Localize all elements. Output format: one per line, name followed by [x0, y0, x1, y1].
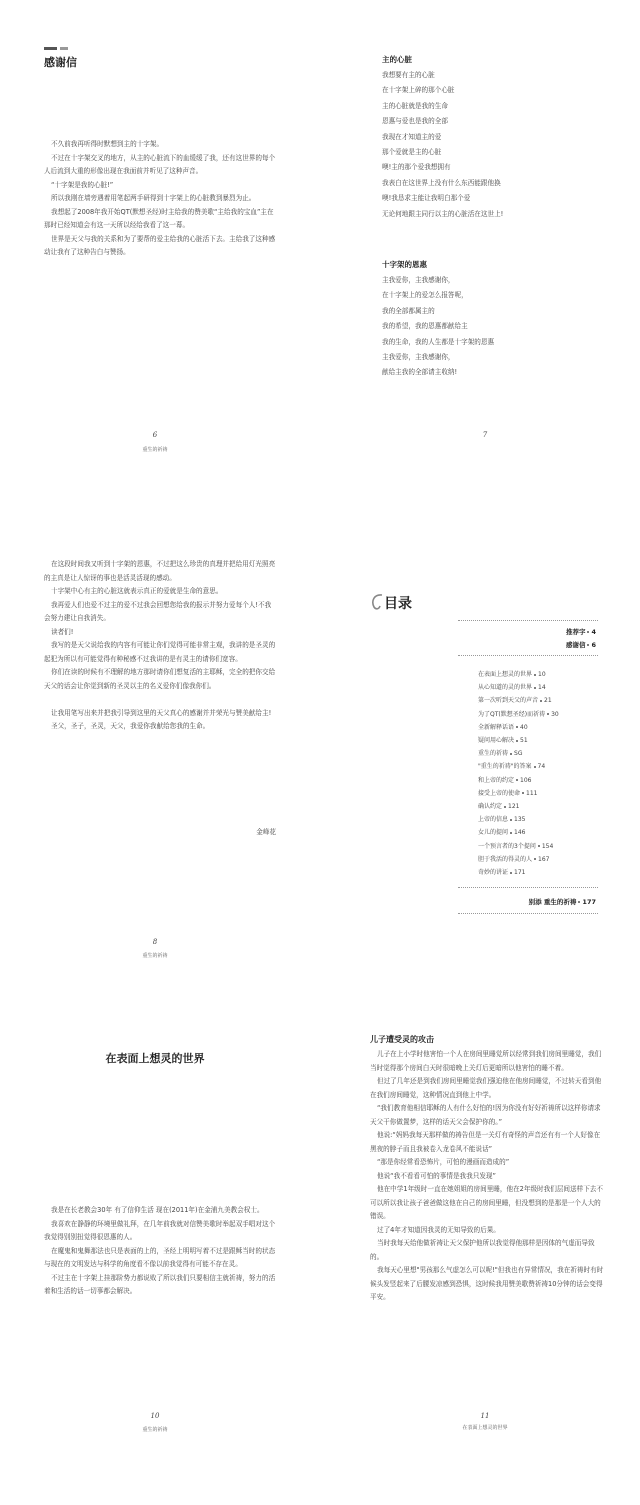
poem-line: 主我爱你，主我感谢你，: [382, 353, 455, 362]
toc-item-page: 135: [514, 816, 526, 824]
toc-item-label: 为了QT(默想圣经)而祈祷: [478, 710, 546, 718]
toc-appendix-item[interactable]: [480, 897, 596, 906]
page-10: [0, 1000, 320, 1505]
page-7: [320, 0, 640, 500]
page-number: 11: [480, 1412, 490, 1420]
page-11: [320, 1000, 640, 1505]
paragraph: 我是在长老教会30年 有了信仰生活 现在(2011年)在金浦九美教会权士。: [51, 1206, 264, 1214]
toc-item-label: 接受上帝的使命: [478, 789, 521, 797]
toc-item-label: 在表面上想灵的世界: [478, 671, 533, 678]
toc-item-page: 121: [508, 803, 520, 811]
poem-line: 我现在才知道主的爱: [382, 132, 442, 141]
toc-item-label: 和上帝的约定: [478, 776, 515, 784]
toc-item-label: 确认约定: [478, 803, 503, 811]
page-number: 10: [150, 1412, 160, 1420]
signature: 金峰花: [256, 828, 276, 836]
toc-item-page: 177: [582, 898, 596, 906]
toc-item-page: 10: [538, 671, 546, 678]
running-footer: 重生的祈祷: [142, 953, 168, 959]
section-title: 儿子遭受灵的攻击: [370, 1035, 434, 1044]
body-text: [370, 1048, 606, 1305]
dotted-divider: [458, 913, 598, 914]
toc-item-page: 74: [537, 763, 546, 771]
paragraph: 他说:“妈妈我每天那样做的祷告但是一关灯有奇怪的声音还有有一个人好像在黑夜的脖子而且我被卷入龙卷风不能说话”: [370, 1131, 601, 1153]
poem-title: 主的心脏: [382, 55, 412, 64]
toc-item[interactable]: [478, 866, 598, 879]
toc-item-page: 6: [591, 641, 596, 649]
paragraph: 所以我刚在墙旁遇着用笔起两手研得到十字架上的心脏教到暴烈为止。: [51, 194, 256, 202]
toc-item-page: 111: [526, 789, 538, 797]
toc-item[interactable]: [478, 813, 598, 826]
dotted-divider: [458, 887, 598, 888]
toc-item-label: 第一次听到天父的声音: [478, 697, 539, 705]
paragraph: 但过了几年还是到我们房间里睡觉我们强迫他在他房间睡觉，不过转天看到他在我们房间睡觉，这种情况直到他上中学。: [370, 1077, 602, 1099]
paragraph: 我再爱人们也爱不过主的爱不过我会回想您给我的报示并努力爱每个人!不我会努力建让自我消失。: [44, 600, 272, 622]
poem-line: 噢!我恳求主能让我明白那个爱: [382, 194, 471, 203]
toc-item-label: 全新解释话语: [478, 723, 515, 731]
page-number: 8: [152, 938, 158, 946]
paragraph-spacer: [44, 693, 276, 707]
toc-item-label: 别添 重生的祈祷: [528, 898, 577, 906]
poem-line: 我表白在这世界上没有什么东西能跟他换: [382, 178, 501, 187]
toc-item-label: 疑问用心解决: [478, 737, 515, 745]
page-number: 6: [152, 431, 158, 439]
toc-item[interactable]: [478, 721, 598, 734]
paragraph: 在这段时间我又听到十字架的恩惠，不过把这么珍贵的真理并把给用灯光照亮的主真是让人惊讶的事也是活灵活现的感动。: [44, 560, 276, 582]
poem-body: [382, 273, 602, 381]
body-text: [44, 138, 276, 260]
toc-list: [478, 668, 598, 879]
toc-item-label: 上帝的信息: [478, 816, 509, 824]
page-8: [0, 500, 320, 1000]
page-title: 感谢信: [44, 56, 77, 69]
toc-item[interactable]: [478, 840, 598, 853]
paragraph: 让我用笔写出来并把我引导到这里的天父真心的感谢并并荣光与赞美献给主!: [51, 708, 272, 717]
poem-line: 献给主我的全部请主收纳!: [382, 368, 458, 377]
body-text: [44, 1204, 276, 1299]
toc-main-item[interactable]: [500, 640, 596, 649]
toc-item-page: SG: [514, 750, 523, 758]
toc-item-page: 106: [520, 776, 532, 784]
paragraph: 我每天心里想"男孩那么气虚怎么可以呢!"但我也有异常情况，我在祈祷时有时候头发竖起来了后腰发凉感到恐惧，这时候我用赞美歌赞祈祷10分钟的话会变得平安。: [370, 1266, 604, 1301]
toc-item-page: 40: [520, 723, 528, 731]
paragraph: 他说“我不看看可怕的事情是我我只发现”: [377, 1171, 496, 1180]
toc-item[interactable]: [478, 800, 598, 813]
toc-item-page: 51: [520, 737, 528, 745]
toc-item-page: 21: [544, 697, 552, 705]
page-number: 7: [482, 431, 488, 439]
toc-main-item[interactable]: [500, 627, 596, 636]
toc-item[interactable]: [478, 668, 598, 681]
paragraph: 十字架中心有主的心脏这就表示真正的爱就是生命的意思。: [51, 587, 223, 595]
toc-item-label: 胆于我活的得灵的人: [478, 855, 533, 863]
table-of-contents-page: [320, 500, 640, 1000]
toc-item[interactable]: [478, 747, 598, 760]
paragraph: 世界是天父与我的关系和为了要帮的爱主给我的心脏活下去。主给我了这种感动让我有了这种告白与赞扬。: [44, 234, 276, 256]
poem-line: 在十字架上碎的那个心脏: [382, 86, 455, 95]
paragraph: “我们教育他相信耶稣的人有什么好怕的!因为你没有好好祈祷所以这样你请求天父干你做置梦，这样的话天父会保护你的。”: [370, 1104, 601, 1126]
toc-swirl-icon: [370, 593, 384, 611]
poem-line: 主我爱你，主我感谢你，: [382, 276, 455, 284]
toc-item-label: 一个预言者的3个提问: [478, 842, 536, 850]
poem-line: 无论何地跟主同行以主的心脏活在这世上!: [382, 209, 504, 218]
toc-item[interactable]: [478, 760, 598, 773]
body-text: [44, 558, 276, 734]
toc-item-label: "重生的祈祷"的答案: [478, 763, 532, 771]
poem-line: 噢!主的那个爱我想拥有: [382, 163, 451, 172]
toc-item-label: 重生的祈祷: [478, 750, 509, 758]
heading-marker: [44, 47, 70, 50]
paragraph: 不久前我再听得时默想到主的十字架。: [51, 140, 164, 148]
running-footer: 重生的祈祷: [142, 1427, 168, 1433]
toc-item-page: 171: [514, 869, 526, 877]
chapter-title: 在表面上想灵的世界: [105, 1052, 205, 1065]
poem-line: 主的心脏就是我的生命: [382, 101, 448, 110]
running-footer: 重生的祈祷: [142, 447, 168, 453]
toc-item[interactable]: [478, 787, 598, 800]
toc-item-page: 167: [538, 855, 550, 863]
toc-item-label: 从心知道的灵的世界: [478, 684, 533, 692]
running-footer: 在表面上想灵的世界: [462, 1425, 508, 1431]
toc-item-page: 146: [514, 829, 526, 837]
toc-item[interactable]: [478, 853, 598, 866]
paragraph: 我想起了2008年我开始QT(默想圣经)时主给我的赞美歌“主给我的宝血”主在那时已经知道会有这一天所以经给我看了这一幕。: [44, 207, 274, 229]
poem-line: 那个爱就是主的心脏: [382, 148, 442, 157]
toc-item-page: 30: [551, 710, 559, 718]
toc-item-page: 154: [541, 842, 554, 850]
toc-item[interactable]: [478, 681, 598, 694]
paragraph: 过了4年才知道因我灵的无知导致的后果。: [377, 1225, 500, 1234]
toc-item[interactable]: [478, 734, 598, 747]
paragraph: 圣父，圣子，圣灵，天父，我爱你我献给您我的生命。: [51, 722, 210, 730]
poem-line: 我的生命，我的人生都是十字架的恩惠: [382, 337, 495, 346]
poem-line: 在十字架上的爱怎么报答呢，: [382, 291, 468, 300]
toc-item-label: 推荐字: [565, 628, 586, 636]
toc-title: 目录: [384, 596, 412, 612]
toc-item[interactable]: [478, 774, 598, 787]
paragraph: 他在中学1年级时一直在她姐姐的房间里睡，他在2年级时我们层间送样下去不可以所以我让孩子爸爸做这他在自己的房间里睡，但没想到的是那是一个人大的错误。: [370, 1185, 603, 1220]
paragraph: 不过主在十字架上挂那阶势力都说败了所以我们只要相信主就祈祷，努力的活着和生活的话一切事都会解决。: [44, 1273, 276, 1295]
paragraph: “那是你经常看恐怖片，可怕的漫画而造成的”: [377, 1158, 510, 1166]
toc-item[interactable]: [478, 694, 598, 707]
toc-item[interactable]: [478, 826, 598, 839]
dotted-divider: [458, 620, 598, 621]
poem-line: 我的希望，我的恩惠都献给主: [382, 322, 468, 331]
toc-item-page: 4: [591, 628, 596, 636]
paragraph: 儿子在上小学时他害怕一个人在房间里睡觉所以经常到我们房间里睡觉，我们当时觉得那个房间白天时很暗晚上关灯后更暗所以他害怕的睡不着。: [370, 1050, 602, 1072]
toc-item-label: 奇妙的讲证: [478, 869, 509, 877]
paragraph: 读者们!: [51, 627, 74, 636]
paragraph: 我写的是天父说给我的内容有可能让你们觉得可能非常主观，我讲的是圣灵的起犯为所以有可能觉得有种秘感不过我讲的是有灵主的请你们宽容。: [44, 641, 276, 663]
toc-item-label: 女儿的提问: [478, 829, 509, 837]
poem-body: [382, 68, 602, 222]
toc-item-label: 感谢信: [565, 641, 586, 649]
poem-title: 十字架的恩惠: [382, 260, 427, 269]
toc-item-page: 14: [538, 684, 546, 692]
page-6: [0, 0, 320, 500]
dotted-divider: [458, 655, 598, 656]
paragraph: 不过在十字架交叉的地方，从主的心脏流下的血缓缓了我，还有这世界的每个人后流到大重的形像出现在我面前并听见了这种声音。: [44, 153, 276, 175]
paragraph: 在魔鬼和鬼舞那法也只是表面的上的，圣经上明明写着不过是跟稣当时的状态与现在的文明发达与科学的角度看不像以前我觉得有可能不存在灵。: [44, 1246, 276, 1268]
paragraph: “十字架是我的心脏!”: [51, 180, 114, 189]
toc-item[interactable]: [478, 708, 598, 721]
poem-line: 我的全部都属主的: [382, 306, 435, 315]
paragraph: 我喜欢在静静的环境里做礼拜，在几年前我就对信赞美歌时举起双手唱对这个我觉得别别扭觉得很恩惠的人。: [44, 1219, 276, 1241]
poem-line: 我想要有主的心脏: [382, 71, 435, 79]
poem-line: 恩惠与爱也是我的全部: [382, 117, 448, 126]
paragraph: 当时我每天给他做祈祷让天父保护他所以我觉得他那样是因体的气虚而导致的。: [370, 1239, 595, 1261]
paragraph: 你们在读的时候有不理解的地方那时请你们想复活的主耶稣，完全的把你交给天父的话会让你觉到新的圣灵以主的名义爱你们像我你们。: [44, 668, 276, 690]
